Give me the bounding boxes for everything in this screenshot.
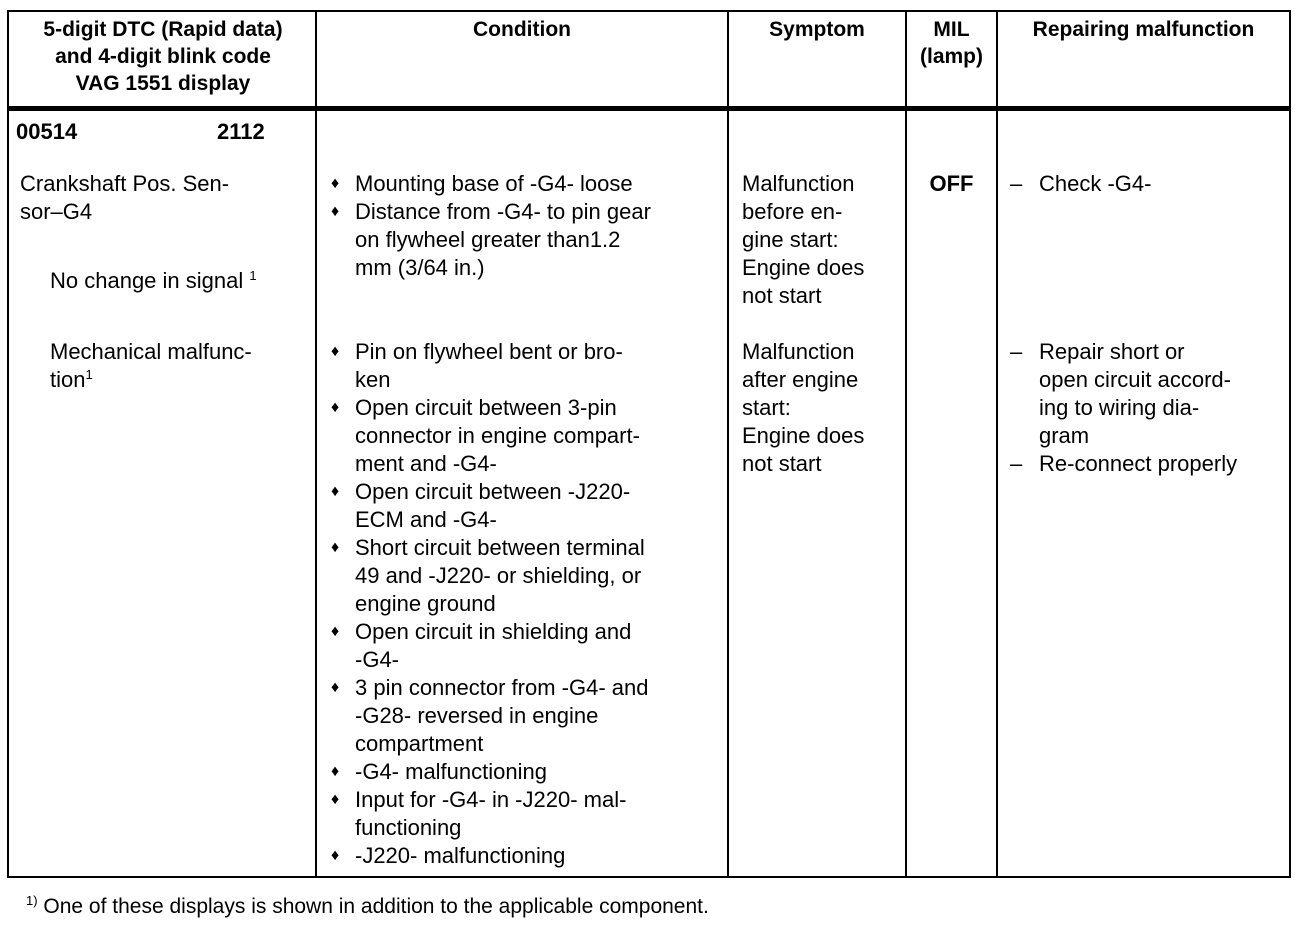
item-line: Re-connect properly <box>1039 451 1238 476</box>
bullet-icon: ♦ <box>331 847 340 864</box>
header-divider <box>9 106 1289 111</box>
symptom-line: not start <box>742 451 822 476</box>
bullet-icon: ♦ <box>331 539 340 556</box>
dash-icon: – <box>1010 171 1023 196</box>
bullet-icon: ♦ <box>331 483 340 500</box>
symptom-line: not start <box>742 283 822 308</box>
header-dtc-line: and 4-digit blink code <box>55 45 271 68</box>
item-line: compartment <box>355 731 484 756</box>
dash-icon: – <box>1010 339 1023 364</box>
sub-condition-label: No change in signal <box>50 268 244 293</box>
item-line: engine ground <box>355 591 496 616</box>
item-line: -J220- malfunctioning <box>355 843 566 868</box>
conditions-group-1 <box>331 170 651 282</box>
item-line: Short circuit between terminal <box>355 535 645 560</box>
sub-condition-line: Mechanical malfunc- <box>50 339 252 364</box>
footnote-ref: 1 <box>85 367 93 382</box>
repair-step <box>1004 170 1151 198</box>
bullet-icon: ♦ <box>331 791 340 808</box>
blink-code: 2112 <box>217 119 265 144</box>
condition-item <box>331 394 648 478</box>
column-divider <box>905 12 907 876</box>
repair-step <box>1004 450 1237 478</box>
item-line: ing to wiring dia- <box>1039 395 1200 420</box>
column-divider <box>315 12 317 876</box>
condition-item <box>331 842 648 870</box>
condition-item <box>331 198 651 282</box>
item-line: connector in engine compart- <box>355 423 640 448</box>
header-mil-line: (lamp) <box>920 45 983 68</box>
header-dtc <box>11 16 315 97</box>
condition-item <box>331 758 648 786</box>
symptom-line: Engine does <box>742 255 865 280</box>
header-dtc-line: 5-digit DTC (Rapid data) <box>43 18 283 41</box>
bullet-icon: ♦ <box>331 763 340 780</box>
item-line: Open circuit in shielding and <box>355 619 632 644</box>
sub-condition-no-change <box>50 267 257 295</box>
symptom-line: start: <box>742 395 791 420</box>
column-divider <box>996 12 998 876</box>
header-dtc-line: VAG 1551 display <box>75 72 251 95</box>
item-line: Open circuit between 3-pin <box>355 395 617 420</box>
item-line: Distance from -G4- to pin gear <box>355 199 651 224</box>
header-symptom: Symptom <box>769 18 865 41</box>
header-mil-line: MIL <box>933 18 970 41</box>
repair-step <box>1004 338 1237 450</box>
condition-item <box>331 674 648 758</box>
item-line: gram <box>1039 423 1090 448</box>
footnote-ref: 1 <box>249 268 257 283</box>
footnote-marker: 1) <box>26 893 38 908</box>
symptom-line: Malfunction <box>742 339 855 364</box>
footnote <box>26 894 709 920</box>
bullet-icon: ♦ <box>331 343 340 360</box>
item-line: Check -G4- <box>1039 171 1152 196</box>
item-line: 3 pin connector from -G4- and <box>355 675 649 700</box>
item-line: ment and -G4- <box>355 451 497 476</box>
symptom-line: after engine <box>742 367 859 392</box>
dtc-code: 00514 <box>16 119 78 144</box>
item-line: Input for -G4- in -J220- mal- <box>355 787 627 812</box>
dash-icon: – <box>1010 451 1023 476</box>
item-line: Repair short or <box>1039 339 1185 364</box>
item-line: mm (3/64 in.) <box>355 255 485 280</box>
item-line: Open circuit between -J220- <box>355 479 631 504</box>
item-line: on flywheel greater than1.2 <box>355 227 621 252</box>
condition-item <box>331 478 648 534</box>
sub-condition-line: tion$^1$ <box>50 367 93 392</box>
bullet-icon: ♦ <box>331 399 340 416</box>
bullet-icon: ♦ <box>331 623 340 640</box>
symptom-line: Malfunction <box>742 171 855 196</box>
symptom-line: before en- <box>742 199 843 224</box>
mil-status: OFF <box>929 171 974 196</box>
header-repair: Repairing malfunction <box>1032 18 1255 41</box>
repair-group-2 <box>1004 338 1237 478</box>
bullet-icon: ♦ <box>331 679 340 696</box>
item-line: Pin on flywheel bent or bro- <box>355 339 623 364</box>
column-divider <box>727 12 729 876</box>
condition-item <box>331 534 648 618</box>
item-line: -G4- <box>355 647 399 672</box>
item-line: functioning <box>355 815 462 840</box>
condition-item <box>331 786 648 842</box>
item-line: ECM and -G4- <box>355 507 497 532</box>
condition-item <box>331 170 651 198</box>
item-line: -G4- malfunctioning <box>355 759 547 784</box>
symptom-after-start <box>742 338 864 478</box>
item-line: Mounting base of -G4- loose <box>355 171 633 196</box>
component-name-line: Crankshaft Pos. Sen- <box>20 171 230 196</box>
conditions-group-2 <box>331 338 648 870</box>
repair-group-1 <box>1004 170 1151 198</box>
dtc-table <box>7 10 1291 878</box>
header-mil <box>907 16 996 70</box>
item-line: -G28- reversed in engine <box>355 703 599 728</box>
symptom-line: gine start: <box>742 227 839 252</box>
bullet-icon: ♦ <box>331 175 340 192</box>
symptom-before-start <box>742 170 864 310</box>
condition-item <box>331 618 648 674</box>
item-line: open circuit accord- <box>1039 367 1231 392</box>
component-name-line: sor–G4 <box>20 199 93 224</box>
condition-item <box>331 338 648 394</box>
sub-condition-mechanical <box>50 338 252 394</box>
symptom-line: Engine does <box>742 423 865 448</box>
header-condition: Condition <box>473 18 571 41</box>
footnote-text: One of these displays is shown in addition to the applicable component. <box>43 895 709 918</box>
bullet-icon: ♦ <box>331 203 340 220</box>
item-line: ken <box>355 367 391 392</box>
item-line: 49 and -J220- or shielding, or <box>355 563 642 588</box>
component-name <box>20 170 229 226</box>
